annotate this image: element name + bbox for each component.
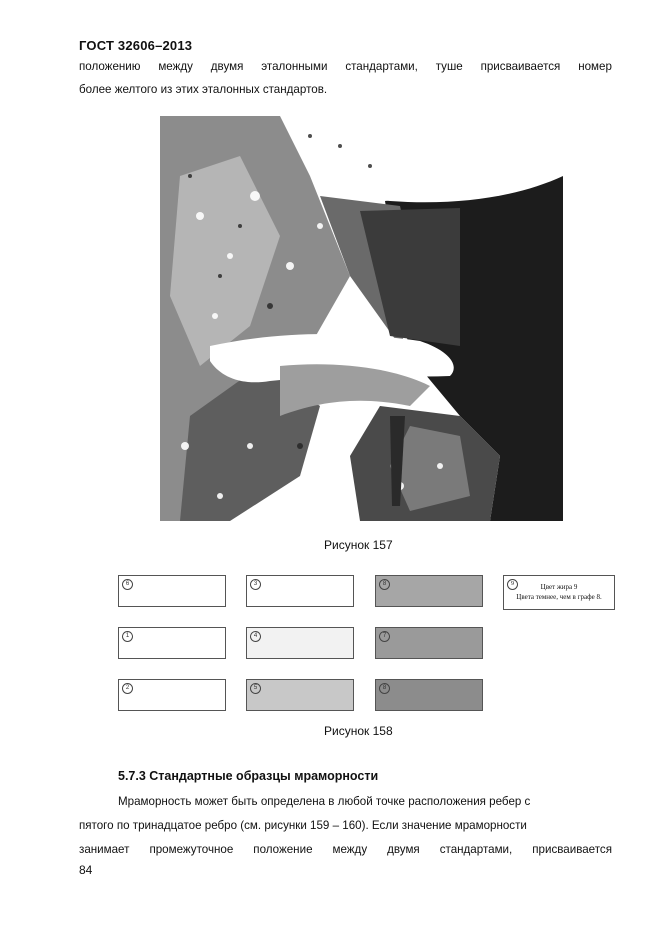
body-word: промежуточное bbox=[149, 843, 234, 856]
swatch-number: 4 bbox=[250, 631, 261, 642]
fat-color-swatch bbox=[118, 679, 226, 711]
body-line-2: пятого по тринадцатое ребро (см. рисунки 159 – 160). Если значение мраморности bbox=[79, 819, 527, 832]
body-word: между bbox=[332, 843, 368, 856]
figure-157-caption: Рисунок 157 bbox=[324, 538, 393, 552]
fat-color-swatch bbox=[246, 627, 354, 659]
fat-color-9-note bbox=[503, 575, 615, 610]
intro-word: между bbox=[158, 60, 193, 73]
intro-line-2: более желтого из этих эталонных стандартов. bbox=[79, 83, 328, 96]
intro-word: присваивается bbox=[480, 60, 561, 73]
note-line-1: Цвет жира 9 bbox=[540, 583, 578, 591]
body-word: стандартами, bbox=[439, 843, 513, 856]
figure-158-caption: Рисунок 158 bbox=[324, 724, 393, 738]
intro-word: стандартами, bbox=[345, 60, 418, 73]
body-word: двумя bbox=[387, 843, 420, 856]
body-word: занимает bbox=[79, 843, 130, 856]
section-heading: 5.7.3 Стандартные образцы мраморности bbox=[118, 769, 379, 783]
meat-cut-photo bbox=[160, 116, 563, 521]
intro-paragraph bbox=[79, 55, 612, 101]
page-number: 84 bbox=[79, 863, 93, 877]
body-paragraph bbox=[79, 790, 612, 862]
intro-word: номер bbox=[578, 60, 612, 73]
intro-line-1 bbox=[79, 55, 612, 78]
intro-word: эталонными bbox=[261, 60, 328, 73]
fat-color-swatch bbox=[246, 679, 354, 711]
intro-word: двумя bbox=[210, 60, 244, 73]
intro-word: положению bbox=[79, 60, 141, 73]
note-line-2: Цвета темнее, чем в графе 8. bbox=[516, 593, 602, 601]
fat-color-swatch bbox=[118, 627, 226, 659]
swatch-number: 2 bbox=[122, 683, 133, 694]
body-line-1: Мраморность может быть определена в любой точке расположения ребер с bbox=[118, 795, 531, 808]
swatch-number: 8 bbox=[379, 683, 390, 694]
body-word: присваивается bbox=[532, 843, 612, 856]
swatch-number: 9 bbox=[507, 579, 518, 590]
fat-color-swatch bbox=[246, 575, 354, 607]
swatch-number: 6 bbox=[122, 579, 133, 590]
fat-color-swatch bbox=[375, 679, 483, 711]
swatch-number: 3 bbox=[250, 579, 261, 590]
fat-color-swatch bbox=[375, 627, 483, 659]
body-line-3 bbox=[79, 838, 612, 862]
body-word: положение bbox=[253, 843, 313, 856]
figure-157-photo bbox=[160, 116, 563, 521]
swatch-number: 7 bbox=[379, 631, 390, 642]
fat-color-swatch bbox=[118, 575, 226, 607]
fat-color-swatch bbox=[375, 575, 483, 607]
intro-word: туше bbox=[435, 60, 463, 73]
swatch-number: 1 bbox=[122, 631, 133, 642]
swatch-number: 5 bbox=[250, 683, 261, 694]
swatch-number: 8 bbox=[379, 579, 390, 590]
document-header: ГОСТ 32606–2013 bbox=[79, 38, 193, 53]
